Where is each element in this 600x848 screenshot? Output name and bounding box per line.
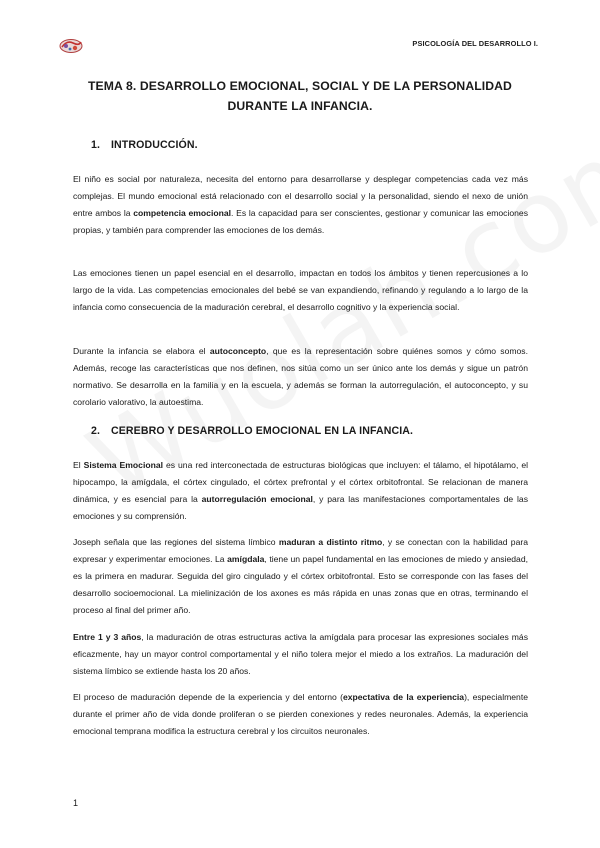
paragraph-intro-3: Durante la infancia se elabora el autoconcepto, que es la representación sobre quiénes somos y cómo somos. Además, recoge las características que nos definen, nos sitúa como un ser único ante los demás y sigue un patrón normativo. Se desarrolla en la familia y en la escuela, y además se forman la autorregulación, el autoconcepto, y su corolario valorativo, la autoestima. <box>73 346 528 407</box>
bold-term: Entre 1 y 3 años <box>73 632 142 642</box>
bold-term: autorregulación emocional <box>201 494 313 504</box>
title-line-1: TEMA 8. DESARROLLO EMOCIONAL, SOCIAL Y DE LA PERSONALIDAD <box>88 79 512 93</box>
section-title: INTRODUCCIÓN. <box>111 139 198 151</box>
paragraph-intro-1: El niño es social por naturaleza, necesita del entorno para desarrollarse y desplegar competencias cada vez más complejas. El mundo emocional está relacionado con el desarrollo social y la personalidad, siendo el nexo de unión entre ambos la competencia emocional. Es la capacidad para ser conscientes, gestionar y comunicar las emociones propias, y también para comprender las emociones de los demás. <box>73 174 528 235</box>
title-line-2: DURANTE LA INFANCIA. <box>227 99 373 113</box>
bold-term: autoconcepto <box>209 346 267 356</box>
paragraph-brain-2: Joseph señala que las regiones del sistema límbico maduran a distinto ritmo, y se conectan con la habilidad para expresar y experimentar emociones. La amígdala, tiene un papel fundamental en las emociones de miedo y ansiedad, es la primera en madurar. Seguida del giro cingulado y el córtex orbitofrontal. Esto se corresponde con las fases del desarrollo socioemocional. La mielinización de los axones es más rápida en unas zonas que en otras, terminando el proceso al final del primer año. <box>73 537 528 615</box>
bold-term: Sistema Emocional <box>83 460 164 470</box>
logo-icon <box>57 36 85 54</box>
bold-term: competencia emocional <box>133 208 232 218</box>
section-heading-2 <box>91 425 413 437</box>
bold-term: maduran a distinto ritmo <box>278 537 383 547</box>
header-course-title: PSICOLOGÍA DEL DESARROLLO I. <box>412 39 538 48</box>
paragraph-brain-3: Entre 1 y 3 años, la maduración de otras estructuras activa la amígdala para procesar las expresiones sociales más eficazmente, hay un mayor control comportamental y el niño tolera mejor el miedo a los extraños. La maduración del sistema límbico se extiende hasta los 20 años. <box>73 632 528 676</box>
paragraph-intro-2: Las emociones tienen un papel esencial en el desarrollo, impactan en todos los ámbitos y tienen repercusiones a lo largo de la vida. Las competencias emocionales del bebé se van expandiendo, refinando y regulando a lo largo de la infancia como consecuencia de la maduración cerebral, el desarrollo cognitivo y la experiencia social. <box>73 268 528 312</box>
section-number: 1. <box>91 139 101 151</box>
section-heading-1 <box>91 139 198 151</box>
page-number: 1 <box>73 798 79 808</box>
paragraph-brain-1: El Sistema Emocional es una red interconectada de estructuras biológicas que incluyen: el tálamo, el hipotálamo, el hipocampo, la amígdala, el córtex cingulado, el córtex prefrontal y el córtex orbitofrontal. Se relacionan de manera dinámica, y es esencial para la autorregulación emocional, y para las manifestaciones comportamentales de las emociones y su comprensión. <box>73 460 529 521</box>
paragraph-brain-4: El proceso de maduración depende de la experiencia y del entorno (expectativa de la experiencia), especialmente durante el primer año de vida donde proliferan o se pierden conexiones y redes neuronales. Además, la experiencia emocional temprana modifica la estructura cerebral y los circuitos neuronales. <box>73 692 528 736</box>
section-title: CEREBRO Y DESARROLLO EMOCIONAL EN LA INFANCIA. <box>111 425 414 437</box>
bold-term: amígdala <box>227 554 265 564</box>
document-title <box>60 76 540 116</box>
section-number: 2. <box>91 425 101 437</box>
bold-term: expectativa de la experiencia <box>342 692 465 702</box>
